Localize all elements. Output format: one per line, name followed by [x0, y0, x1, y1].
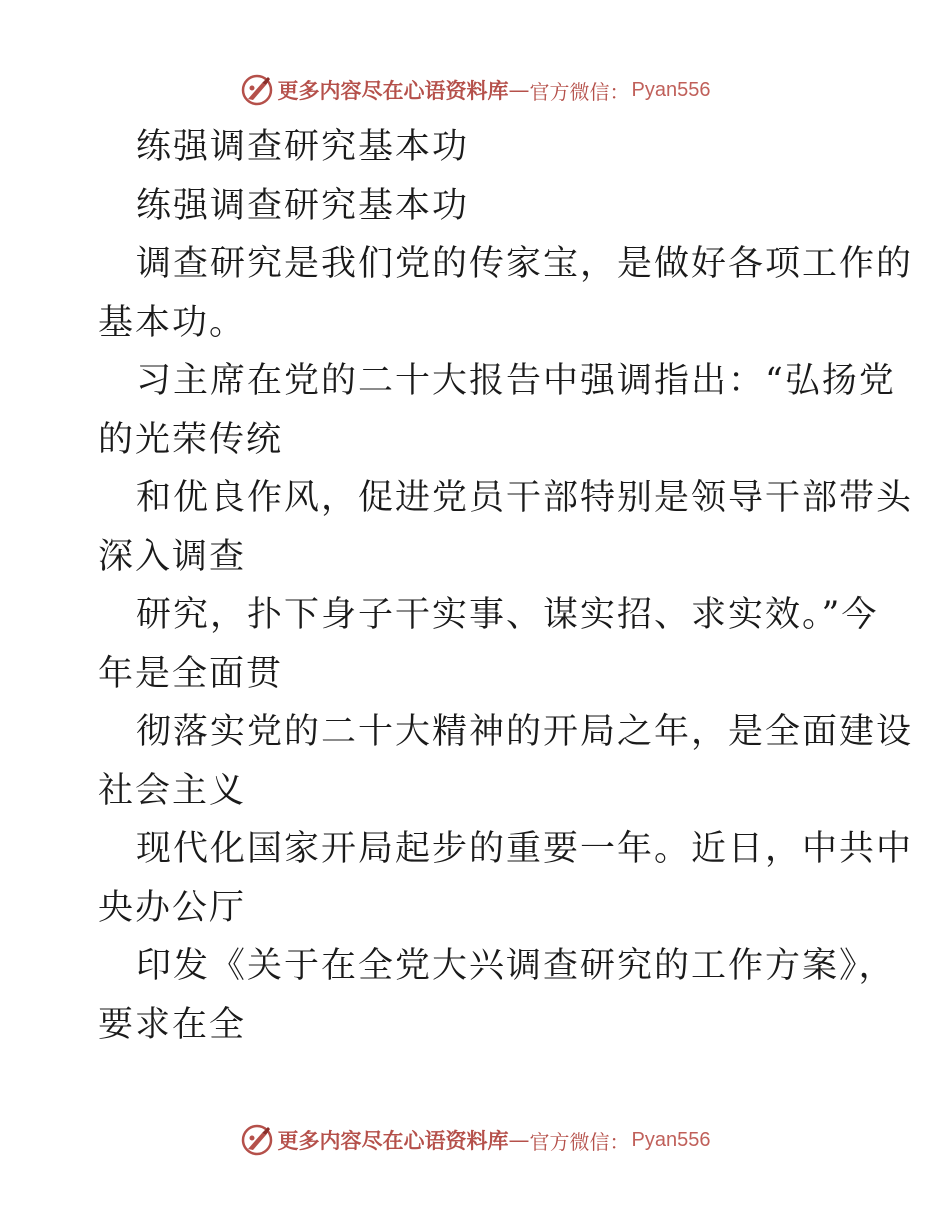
- text-line: 调查研究是我们党的传家宝，是做好各项工作的: [136, 244, 914, 284]
- header-banner: [0, 70, 950, 110]
- quill-pen-logo-icon: [240, 1123, 274, 1157]
- wechat-label: 官方微信：: [529, 79, 630, 104]
- quill-pen-logo-icon: [240, 73, 274, 107]
- wechat-handle: Pyan556: [631, 78, 711, 101]
- text-line: 要求在全: [98, 1004, 247, 1045]
- separator: —: [508, 1128, 530, 1152]
- text-line: 练强调查研究基本功: [136, 127, 470, 167]
- text-line: 和优良作风，促进党员干部特别是领导干部带头: [136, 478, 914, 518]
- wechat-handle: Pyan556: [631, 1128, 711, 1151]
- site-name: 更多内容尽在心语资料库: [277, 1128, 509, 1153]
- wechat-label: 官方微信：: [529, 1129, 630, 1154]
- text-line: 基本功。: [98, 302, 247, 343]
- text-line: 央办公厅: [98, 887, 247, 928]
- text-line: 印发《关于在全党大兴调查研究的工作方案》，: [136, 946, 896, 986]
- text-line: 现代化国家开局起步的重要一年。近日，中共中: [136, 829, 914, 869]
- text-line: 彻落实党的二十大精神的开局之年，是全面建设: [136, 712, 914, 752]
- site-name: 更多内容尽在心语资料库: [277, 78, 509, 103]
- footer-banner: [0, 1120, 950, 1160]
- text-line: 的光荣传统: [98, 419, 284, 460]
- text-line: 深入调查: [98, 536, 247, 577]
- text-line: 习主席在党的二十大报告中强调指出：“弘扬党: [136, 361, 896, 401]
- text-line: 练强调查研究基本功: [136, 185, 470, 226]
- text-line: 社会主义: [98, 770, 247, 811]
- separator: —: [508, 78, 530, 102]
- text-line: 年是全面贯: [98, 653, 284, 694]
- text-line: 研究，扑下身子干实事、谋实招、求实效。”今: [136, 595, 879, 635]
- document-body: [98, 118, 914, 1054]
